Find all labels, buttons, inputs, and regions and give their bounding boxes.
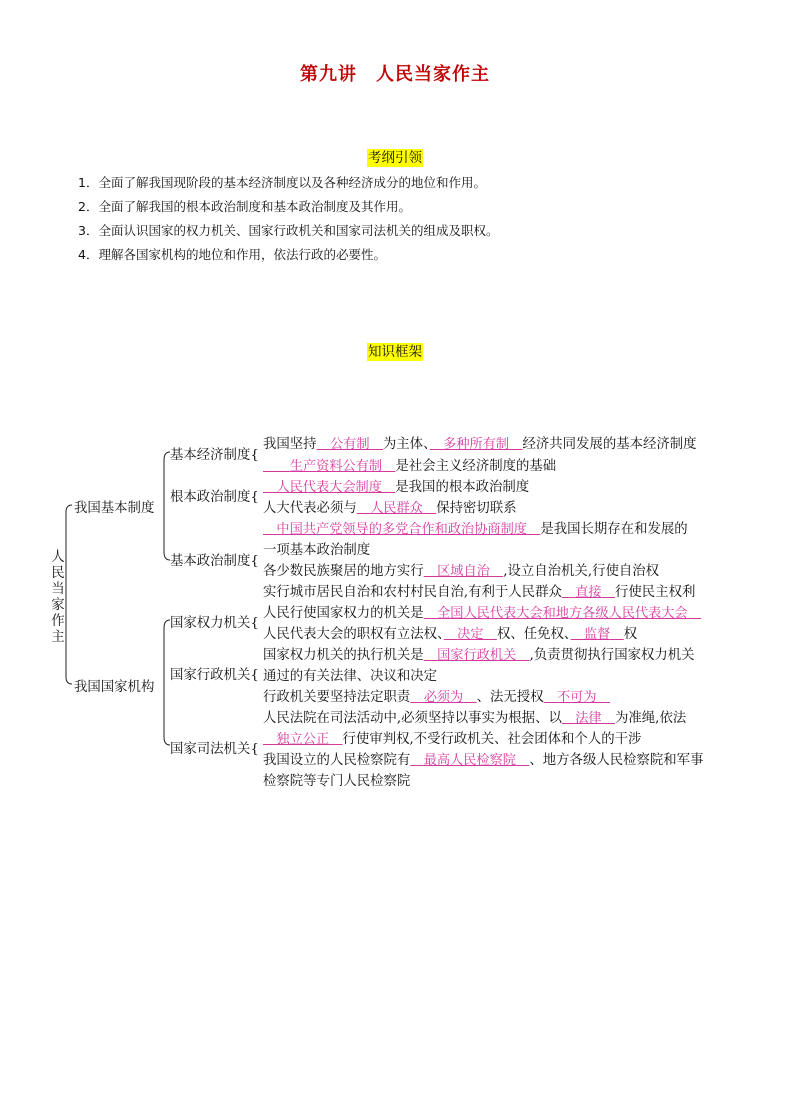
content-line: 独立公正 行使审判权,不受行政机关、社会团体和个人的干涉 — [276, 732, 642, 747]
sub-basic-political-system: 基本政治制度{ — [170, 554, 259, 569]
sub-basic-economic-system: 基本经济制度{ — [170, 448, 259, 463]
branch-state-organs: 我国国家机构 — [74, 680, 155, 695]
content-line: 我国坚持 公有制 为主体、 多种所有制 经济共同发展的基本经济制度 — [263, 437, 697, 452]
content-line: 一项基本政治制度 — [263, 543, 371, 558]
sub-administrative-organ: 国家行政机关{ — [170, 668, 259, 683]
sub-judicial-organ: 国家司法机关{ — [170, 742, 259, 757]
content-line: 人大代表必须与 人民群众 保持密切联系 — [263, 501, 517, 516]
content-line: 人民法院在司法活动中,必须坚持以事实为根据、以 法律 为准绳,依法 — [263, 711, 687, 726]
content-line: 通过的有关法律、决议和决定 — [263, 669, 438, 684]
content-line: 检察院等专门人民检察院 — [263, 774, 411, 789]
content-line: 中国共产党领导的多党合作和政治协商制度 是我国长期存在和发展的 — [276, 522, 688, 537]
section-heading-framework: 知识框架 — [368, 344, 422, 360]
content-line: 国家权力机关的执行机关是 国家行政机关 ,负责贯彻执行国家权力机关 — [263, 648, 695, 663]
framework-root: 人 民 当 家 作 主 — [51, 550, 65, 645]
objective-item: 1．全面了解我国现阶段的基本经济制度以及各种经济成分的地位和作用。 — [78, 175, 486, 190]
objective-item: 2．全面了解我国的根本政治制度和基本政治制度及其作用。 — [78, 199, 411, 214]
objective-item: 4．理解各国家机构的地位和作用，依法行政的必要性。 — [78, 247, 386, 262]
objective-item: 3．全面认识国家的权力机关、国家行政机关和国家司法机关的组成及职权。 — [78, 223, 499, 238]
content-line: 人民代表大会的职权有立法权、 决定 权、任免权、 监督 权 — [263, 627, 638, 642]
content-line: 人民行使国家权力的机关是 全国人民代表大会和地方各级人民代表大会 — [263, 606, 688, 621]
content-line: 行政机关要坚持法定职责 必须为 、法无授权 不可为 — [263, 690, 597, 705]
content-line: 各少数民族聚居的地方实行 区域自治 ,设立自治机关,行使自治权 — [263, 564, 660, 579]
page-title: 第九讲 人民当家作主 — [300, 64, 490, 85]
section-heading-outline: 考纲引领 — [368, 150, 422, 166]
content-line: 实行城市居民自治和农村村民自治,有利于人民群众 直接 行使民主权利 — [263, 585, 696, 600]
branch-basic-systems: 我国基本制度 — [74, 501, 155, 516]
sub-power-organ: 国家权力机关{ — [170, 616, 259, 631]
sub-fundamental-political-system: 根本政治制度{ — [170, 490, 259, 505]
content-line: 生产资料公有制 是社会主义经济制度的基础 — [289, 459, 557, 474]
content-line: 我国设立的人民检察院有 最高人民检察院 、地方各级人民检察院和军事 — [263, 753, 704, 768]
content-line: 人民代表大会制度 是我国的根本政治制度 — [276, 480, 530, 495]
